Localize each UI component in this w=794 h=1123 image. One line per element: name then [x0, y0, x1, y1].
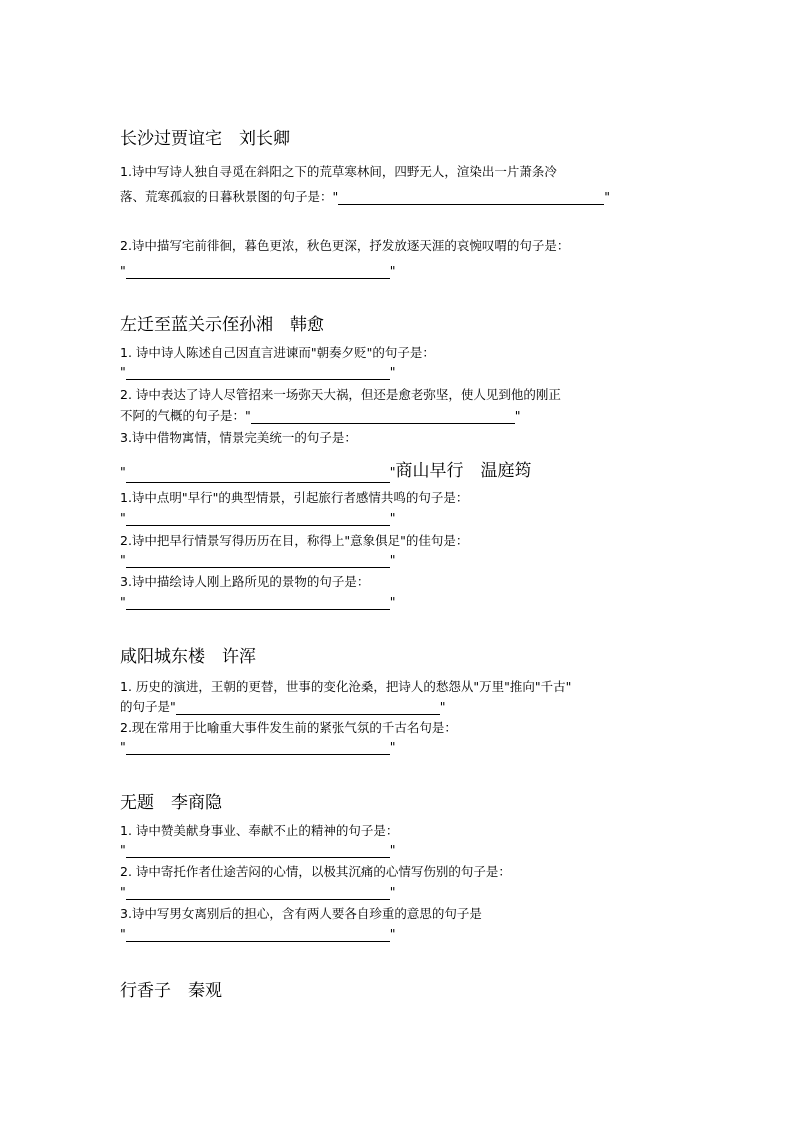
question-text: 的句子是 — [120, 699, 171, 714]
question-text: 不阿的气概的句子是： — [120, 408, 246, 423]
quote-mark: " — [120, 739, 126, 754]
quote-mark: " — [120, 464, 126, 479]
quote-mark: " — [389, 464, 396, 479]
answer-blank[interactable] — [126, 263, 390, 279]
quote-mark: " — [514, 408, 521, 423]
answer-blank[interactable] — [176, 700, 440, 715]
answer-blank[interactable] — [126, 510, 390, 526]
answer-line — [120, 364, 396, 380]
answer-blank[interactable] — [126, 739, 390, 755]
answer-line — [120, 510, 396, 526]
quote-mark: " — [389, 926, 396, 941]
answer-blank[interactable] — [126, 364, 390, 380]
quote-mark: " — [120, 263, 126, 278]
quote-mark: " — [120, 926, 126, 941]
section-title-5: 无题 李商隐 — [120, 793, 222, 813]
quote-mark: " — [120, 552, 126, 567]
quote-mark: " — [389, 510, 396, 525]
quote-mark: " — [389, 552, 396, 567]
quote-mark: " — [245, 408, 251, 423]
question-1-2-line1: 2.诗中描写宅前徘徊，暮色更浓，秋色更深，抒发放逐天涯的哀惋叹喟的句子是： — [120, 238, 570, 253]
answer-line — [120, 739, 396, 755]
question-2-3: 3.诗中借物寓情，情景完美统一的句子是： — [120, 430, 357, 445]
answer-line — [120, 926, 396, 942]
quote-mark: " — [120, 364, 126, 379]
question-3-3: 3.诗中描绘诗人刚上路所见的景物的句子是： — [120, 574, 370, 589]
answer-blank[interactable] — [126, 842, 390, 858]
quote-mark: " — [120, 594, 126, 609]
quote-mark: " — [389, 594, 396, 609]
answer-line — [120, 552, 396, 568]
section-title-3: 商山早行 温庭筠 — [395, 461, 532, 481]
answer-blank[interactable] — [126, 467, 390, 483]
quote-mark: " — [332, 189, 339, 204]
answer-blank[interactable] — [126, 594, 390, 610]
quote-mark: " — [389, 739, 396, 754]
answer-blank[interactable] — [126, 552, 390, 568]
quote-mark: " — [120, 842, 126, 857]
quote-mark: " — [389, 263, 396, 278]
quote-mark: " — [389, 364, 396, 379]
question-1-1-line1: 1.诗中写诗人独自寻觅在斜阳之下的荒草寒林间，四野无人，渲染出一片萧条冷 — [120, 164, 557, 179]
section-title-6: 行香子 秦观 — [120, 981, 222, 1001]
question-5-1: 1. 诗中赞美献身事业、奉献不止的精神的句子是： — [120, 823, 399, 838]
question-1-1-line2 — [120, 189, 610, 205]
answer-line-with-title — [120, 460, 532, 483]
answer-blank[interactable] — [126, 884, 390, 900]
quote-mark: " — [120, 884, 126, 899]
answer-blank[interactable] — [251, 409, 515, 424]
question-3-1: 1.诗中点明"早行"的典型情景，引起旅行者感情共鸣的句子是： — [120, 490, 469, 505]
quote-mark: " — [120, 510, 126, 525]
quote-mark: " — [604, 189, 611, 204]
question-4-2: 2.现在常用于比喻重大事件发生前的紧张气氛的千古名句是： — [120, 720, 457, 735]
question-2-2-line1: 2. 诗中表达了诗人尽管招来一场弥天大祸，但还是愈老弥坚，使人见到他的刚正 — [120, 387, 561, 402]
question-2-1: 1. 诗中诗人陈述自己因直言进谏而"朝奏夕贬"的句子是： — [120, 345, 435, 360]
answer-line — [120, 842, 396, 858]
answer-line — [120, 884, 396, 900]
quote-mark: " — [389, 884, 396, 899]
answer-line — [120, 263, 396, 279]
question-4-1-line2 — [120, 699, 446, 715]
question-5-3: 3.诗中写男女离别后的担心，含有两人要各自珍重的意思的句子是 — [120, 906, 482, 921]
quote-mark: " — [439, 699, 446, 714]
quote-mark: " — [389, 842, 396, 857]
question-5-2: 2. 诗中寄托作者仕途苦闷的心情，以极其沉痛的心情写伤别的句子是： — [120, 864, 511, 879]
answer-line — [120, 594, 396, 610]
answer-blank[interactable] — [338, 190, 604, 205]
question-4-1-line1: 1. 历史的演进，王朝的更替，世事的变化沧桑，把诗人的愁怨从"万里"推向"千古" — [120, 679, 572, 694]
question-3-2: 2.诗中把早行情景写得历历在目，称得上"意象俱足"的佳句是： — [120, 533, 469, 548]
question-2-2-line2 — [120, 408, 521, 424]
question-text: 落、荒寒孤寂的日暮秋景图的句子是： — [120, 189, 333, 204]
answer-blank[interactable] — [126, 926, 390, 942]
quote-mark: " — [170, 699, 176, 714]
section-title-1: 长沙过贾谊宅 刘长卿 — [120, 129, 290, 149]
section-title-4: 咸阳城东楼 许浑 — [120, 647, 256, 667]
section-title-2: 左迁至蓝关示侄孙湘 韩愈 — [120, 315, 324, 335]
